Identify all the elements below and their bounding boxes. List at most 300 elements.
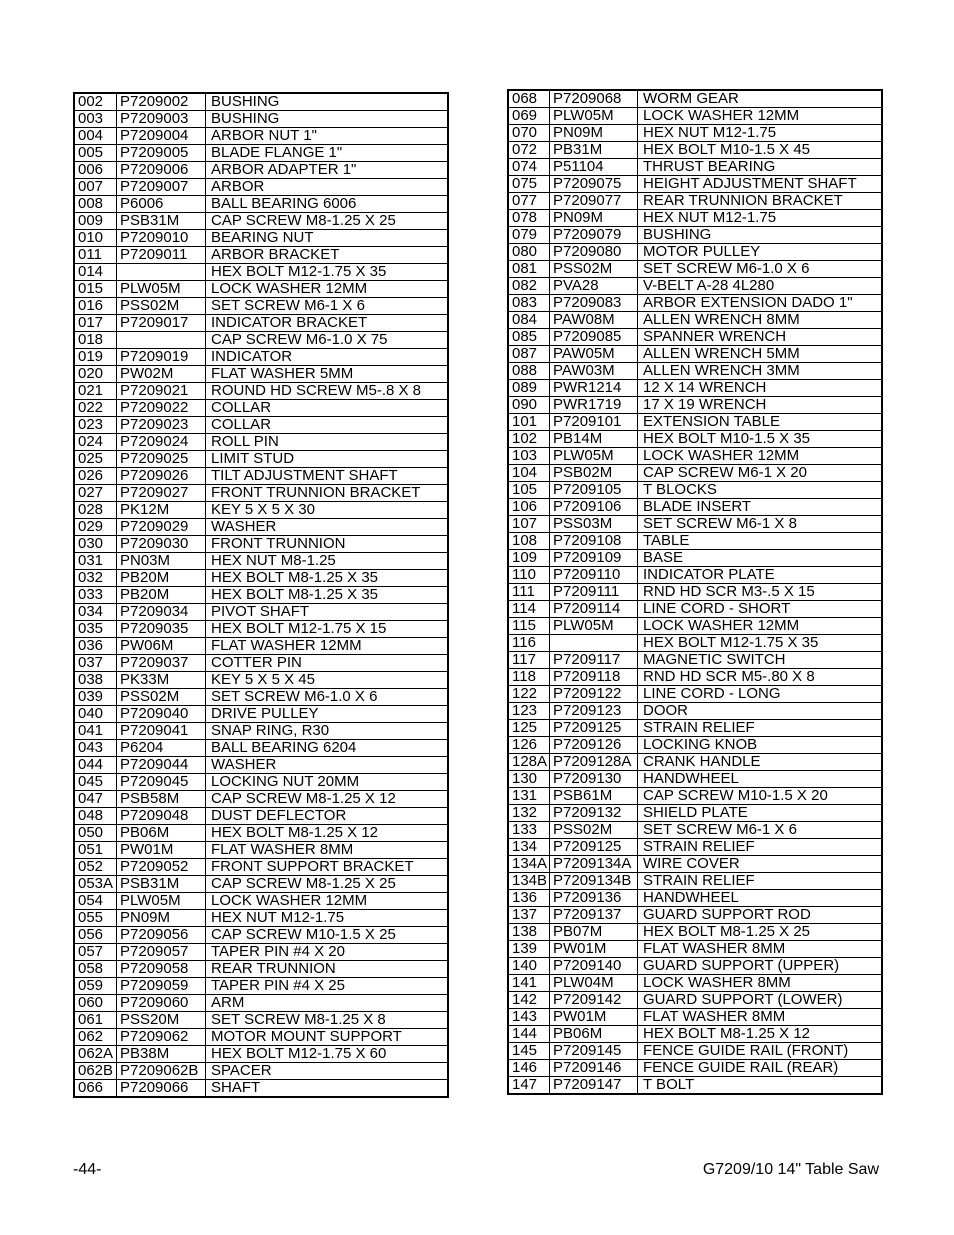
ref-number-cell: 140 — [508, 958, 550, 975]
ref-number-cell: 116 — [508, 635, 550, 652]
part-number-cell: P7209068 — [550, 90, 638, 108]
ref-number-cell: 125 — [508, 720, 550, 737]
description-cell: BUSHING — [638, 227, 883, 244]
ref-number-cell: 144 — [508, 1026, 550, 1043]
table-row — [74, 264, 448, 281]
description-cell: BUSHING — [206, 111, 449, 128]
table-row — [508, 159, 882, 176]
table-row — [74, 485, 448, 502]
description-cell: LOCK WASHER 8MM — [638, 975, 883, 992]
part-number-cell: P7209085 — [550, 329, 638, 346]
table-row — [508, 142, 882, 159]
table-row — [74, 128, 448, 145]
table-row — [508, 380, 882, 397]
table-row — [508, 584, 882, 601]
ref-number-cell: 031 — [74, 553, 117, 570]
description-cell: MAGNETIC SWITCH — [638, 652, 883, 669]
part-number-cell: P7209132 — [550, 805, 638, 822]
ref-number-cell: 077 — [508, 193, 550, 210]
description-cell: FENCE GUIDE RAIL (REAR) — [638, 1060, 883, 1077]
table-row — [508, 312, 882, 329]
part-number-cell: P7209025 — [117, 451, 206, 468]
table-row — [508, 601, 882, 618]
ref-number-cell: 055 — [74, 910, 117, 927]
ref-number-cell: 056 — [74, 927, 117, 944]
ref-number-cell: 142 — [508, 992, 550, 1009]
part-number-cell: PB38M — [117, 1046, 206, 1063]
ref-number-cell: 007 — [74, 179, 117, 196]
ref-number-cell: 029 — [74, 519, 117, 536]
ref-number-cell: 044 — [74, 757, 117, 774]
table-row — [508, 1009, 882, 1026]
part-number-cell: PW02M — [117, 366, 206, 383]
table-row — [508, 958, 882, 975]
ref-number-cell: 017 — [74, 315, 117, 332]
table-row — [508, 992, 882, 1009]
ref-number-cell: 087 — [508, 346, 550, 363]
table-row — [508, 431, 882, 448]
description-cell: TABLE — [638, 533, 883, 550]
ref-number-cell: 009 — [74, 213, 117, 230]
description-cell: ARM — [206, 995, 449, 1012]
part-number-cell: P7209122 — [550, 686, 638, 703]
table-row — [508, 533, 882, 550]
ref-number-cell: 010 — [74, 230, 117, 247]
part-number-cell: PB20M — [117, 570, 206, 587]
description-cell: TILT ADJUSTMENT SHAFT — [206, 468, 449, 485]
part-number-cell: P7209024 — [117, 434, 206, 451]
ref-number-cell: 060 — [74, 995, 117, 1012]
table-row — [508, 193, 882, 210]
parts-list-left — [73, 92, 449, 1098]
table-row — [74, 927, 448, 944]
ref-number-cell: 069 — [508, 108, 550, 125]
part-number-cell: PN09M — [550, 125, 638, 142]
ref-number-cell: 108 — [508, 533, 550, 550]
description-cell: SET SCREW M6-1.0 X 6 — [638, 261, 883, 278]
part-number-cell: PW01M — [550, 1009, 638, 1026]
ref-number-cell: 037 — [74, 655, 117, 672]
table-row — [74, 791, 448, 808]
part-number-cell: P7209083 — [550, 295, 638, 312]
description-cell: WORM GEAR — [638, 90, 883, 108]
part-number-cell: PSB31M — [117, 876, 206, 893]
ref-number-cell: 050 — [74, 825, 117, 842]
ref-number-cell: 145 — [508, 1043, 550, 1060]
description-cell: LOCK WASHER 12MM — [638, 108, 883, 125]
ref-number-cell: 139 — [508, 941, 550, 958]
part-number-cell: PAW08M — [550, 312, 638, 329]
description-cell: LOCK WASHER 12MM — [206, 893, 449, 910]
ref-number-cell: 080 — [508, 244, 550, 261]
description-cell: STRAIN RELIEF — [638, 839, 883, 856]
ref-number-cell: 133 — [508, 822, 550, 839]
description-cell: DOOR — [638, 703, 883, 720]
description-cell: SHAFT — [206, 1080, 449, 1098]
part-number-cell: PB07M — [550, 924, 638, 941]
ref-number-cell: 043 — [74, 740, 117, 757]
description-cell: BLADE INSERT — [638, 499, 883, 516]
table-row — [508, 278, 882, 295]
part-number-cell: PLW04M — [550, 975, 638, 992]
part-number-cell: P7209123 — [550, 703, 638, 720]
description-cell: FLAT WASHER 8MM — [638, 941, 883, 958]
description-cell: FLAT WASHER 8MM — [638, 1009, 883, 1026]
table-row — [74, 417, 448, 434]
table-row — [508, 669, 882, 686]
part-number-cell: PVA28 — [550, 278, 638, 295]
table-row — [74, 672, 448, 689]
description-cell: HEX BOLT M12-1.75 X 15 — [206, 621, 449, 638]
ref-number-cell: 020 — [74, 366, 117, 383]
part-number-cell — [117, 332, 206, 349]
part-number-cell: P7209037 — [117, 655, 206, 672]
parts-list-left-body — [74, 93, 448, 1097]
ref-number-cell: 085 — [508, 329, 550, 346]
part-number-cell: PSS03M — [550, 516, 638, 533]
table-row — [74, 468, 448, 485]
ref-number-cell: 016 — [74, 298, 117, 315]
part-number-cell: PWR1214 — [550, 380, 638, 397]
ref-number-cell: 081 — [508, 261, 550, 278]
part-number-cell: PSS02M — [117, 298, 206, 315]
description-cell: V-BELT A-28 4L280 — [638, 278, 883, 295]
description-cell: ARBOR EXTENSION DADO 1" — [638, 295, 883, 312]
ref-number-cell: 114 — [508, 601, 550, 618]
table-row — [508, 873, 882, 890]
ref-number-cell: 132 — [508, 805, 550, 822]
part-number-cell: P7209026 — [117, 468, 206, 485]
part-number-cell: PN09M — [117, 910, 206, 927]
ref-number-cell: 118 — [508, 669, 550, 686]
ref-number-cell: 090 — [508, 397, 550, 414]
ref-number-cell: 107 — [508, 516, 550, 533]
description-cell: CAP SCREW M8-1.25 X 12 — [206, 791, 449, 808]
part-number-cell: P7209066 — [117, 1080, 206, 1098]
description-cell: CAP SCREW M8-1.25 X 25 — [206, 213, 449, 230]
ref-number-cell: 134 — [508, 839, 550, 856]
table-row — [508, 295, 882, 312]
part-number-cell: P7209010 — [117, 230, 206, 247]
part-number-cell: P51104 — [550, 159, 638, 176]
table-row — [74, 1012, 448, 1029]
part-number-cell: PLW05M — [117, 893, 206, 910]
table-row — [74, 451, 448, 468]
ref-number-cell: 019 — [74, 349, 117, 366]
description-cell: LOCK WASHER 12MM — [638, 448, 883, 465]
table-row — [74, 502, 448, 519]
table-row — [74, 706, 448, 723]
part-number-cell: PSS02M — [550, 822, 638, 839]
table-row — [508, 737, 882, 754]
ref-number-cell: 036 — [74, 638, 117, 655]
table-row — [74, 179, 448, 196]
description-cell: CAP SCREW M10-1.5 X 20 — [638, 788, 883, 805]
table-row — [508, 499, 882, 516]
table-row — [508, 856, 882, 873]
description-cell: ROLL PIN — [206, 434, 449, 451]
part-number-cell: P7209062 — [117, 1029, 206, 1046]
ref-number-cell: 134B — [508, 873, 550, 890]
ref-number-cell: 141 — [508, 975, 550, 992]
table-row — [508, 1026, 882, 1043]
table-row — [74, 910, 448, 927]
description-cell: DRIVE PULLEY — [206, 706, 449, 723]
ref-number-cell: 062 — [74, 1029, 117, 1046]
part-number-cell: PLW05M — [550, 108, 638, 125]
ref-number-cell: 131 — [508, 788, 550, 805]
description-cell: LOCK WASHER 12MM — [206, 281, 449, 298]
ref-number-cell: 006 — [74, 162, 117, 179]
part-number-cell: P7209023 — [117, 417, 206, 434]
part-number-cell: P7209035 — [117, 621, 206, 638]
table-row — [508, 108, 882, 125]
description-cell: 17 X 19 WRENCH — [638, 397, 883, 414]
ref-number-cell: 110 — [508, 567, 550, 584]
description-cell: BALL BEARING 6204 — [206, 740, 449, 757]
table-row — [508, 839, 882, 856]
ref-number-cell: 005 — [74, 145, 117, 162]
table-row — [508, 448, 882, 465]
description-cell: BASE — [638, 550, 883, 567]
part-number-cell: P7209118 — [550, 669, 638, 686]
description-cell: LINE CORD - SHORT — [638, 601, 883, 618]
part-number-cell: PLW05M — [117, 281, 206, 298]
ref-number-cell: 035 — [74, 621, 117, 638]
description-cell: FLAT WASHER 5MM — [206, 366, 449, 383]
part-number-cell: P7209019 — [117, 349, 206, 366]
ref-number-cell: 074 — [508, 159, 550, 176]
description-cell: HEX BOLT M10-1.5 X 45 — [638, 142, 883, 159]
part-number-cell: P7209106 — [550, 499, 638, 516]
part-number-cell: P7209101 — [550, 414, 638, 431]
parts-list-right-body — [508, 90, 882, 1094]
ref-number-cell: 147 — [508, 1077, 550, 1095]
description-cell: PIVOT SHAFT — [206, 604, 449, 621]
table-row — [508, 414, 882, 431]
ref-number-cell: 066 — [74, 1080, 117, 1098]
table-row — [74, 1046, 448, 1063]
ref-number-cell: 137 — [508, 907, 550, 924]
description-cell: SET SCREW M6-1 X 6 — [206, 298, 449, 315]
part-number-cell: PB31M — [550, 142, 638, 159]
part-number-cell: P7209022 — [117, 400, 206, 417]
part-number-cell: PSB58M — [117, 791, 206, 808]
table-row — [74, 893, 448, 910]
table-row — [74, 995, 448, 1012]
description-cell: INDICATOR PLATE — [638, 567, 883, 584]
part-number-cell: P7209007 — [117, 179, 206, 196]
part-number-cell: P7209006 — [117, 162, 206, 179]
ref-number-cell: 011 — [74, 247, 117, 264]
description-cell: FRONT SUPPORT BRACKET — [206, 859, 449, 876]
table-row — [508, 907, 882, 924]
table-row — [508, 924, 882, 941]
table-row — [74, 111, 448, 128]
manual-title: G7209/10 14" Table Saw — [702, 1161, 879, 1178]
ref-number-cell: 045 — [74, 774, 117, 791]
description-cell: INDICATOR — [206, 349, 449, 366]
ref-number-cell: 004 — [74, 128, 117, 145]
table-row — [508, 805, 882, 822]
table-row — [74, 689, 448, 706]
description-cell: STRAIN RELIEF — [638, 873, 883, 890]
table-row — [508, 465, 882, 482]
description-cell: ALLEN WRENCH 3MM — [638, 363, 883, 380]
description-cell: FENCE GUIDE RAIL (FRONT) — [638, 1043, 883, 1060]
description-cell: SPACER — [206, 1063, 449, 1080]
table-row — [74, 638, 448, 655]
part-number-cell: PB06M — [117, 825, 206, 842]
parts-list-right — [507, 89, 883, 1095]
part-number-cell — [117, 264, 206, 281]
description-cell: BUSHING — [206, 93, 449, 111]
description-cell: LIMIT STUD — [206, 451, 449, 468]
table-row — [74, 332, 448, 349]
table-row — [74, 842, 448, 859]
ref-number-cell: 138 — [508, 924, 550, 941]
part-number-cell: P7209021 — [117, 383, 206, 400]
ref-number-cell: 075 — [508, 176, 550, 193]
description-cell: CAP SCREW M6-1 X 20 — [638, 465, 883, 482]
ref-number-cell: 088 — [508, 363, 550, 380]
description-cell: FLAT WASHER 8MM — [206, 842, 449, 859]
description-cell: KEY 5 X 5 X 45 — [206, 672, 449, 689]
description-cell: CAP SCREW M6-1.0 X 75 — [206, 332, 449, 349]
part-number-cell: PW06M — [117, 638, 206, 655]
description-cell: LOCKING NUT 20MM — [206, 774, 449, 791]
part-number-cell: P7209034 — [117, 604, 206, 621]
description-cell: KEY 5 X 5 X 30 — [206, 502, 449, 519]
part-number-cell: P7209030 — [117, 536, 206, 553]
part-number-cell: P7209136 — [550, 890, 638, 907]
part-number-cell: P7209075 — [550, 176, 638, 193]
description-cell: HEX BOLT M12-1.75 X 35 — [206, 264, 449, 281]
table-row — [74, 961, 448, 978]
ref-number-cell: 078 — [508, 210, 550, 227]
description-cell: RND HD SCR M5-.80 X 8 — [638, 669, 883, 686]
ref-number-cell: 026 — [74, 468, 117, 485]
table-row — [508, 703, 882, 720]
table-row — [74, 808, 448, 825]
part-number-cell: PSB31M — [117, 213, 206, 230]
part-number-cell: PK33M — [117, 672, 206, 689]
ref-number-cell: 003 — [74, 111, 117, 128]
description-cell: SET SCREW M6-1.0 X 6 — [206, 689, 449, 706]
description-cell: SHIELD PLATE — [638, 805, 883, 822]
table-row — [74, 1029, 448, 1046]
part-number-cell: PW01M — [550, 941, 638, 958]
ref-number-cell: 103 — [508, 448, 550, 465]
ref-number-cell: 062A — [74, 1046, 117, 1063]
part-number-cell: P7209058 — [117, 961, 206, 978]
part-number-cell: PN09M — [550, 210, 638, 227]
part-number-cell: P7209062B — [117, 1063, 206, 1080]
part-number-cell: P7209002 — [117, 93, 206, 111]
description-cell: COTTER PIN — [206, 655, 449, 672]
part-number-cell: P7209048 — [117, 808, 206, 825]
ref-number-cell: 034 — [74, 604, 117, 621]
description-cell: COLLAR — [206, 417, 449, 434]
part-number-cell: P7209130 — [550, 771, 638, 788]
description-cell: HEX NUT M8-1.25 — [206, 553, 449, 570]
table-row — [74, 519, 448, 536]
table-row — [508, 567, 882, 584]
table-row — [508, 482, 882, 499]
part-number-cell: P7209011 — [117, 247, 206, 264]
part-number-cell: PK12M — [117, 502, 206, 519]
part-number-cell: PB06M — [550, 1026, 638, 1043]
part-number-cell: PB20M — [117, 587, 206, 604]
table-row — [508, 822, 882, 839]
page-number: -44- — [73, 1161, 102, 1178]
description-cell: RND HD SCR M3-.5 X 15 — [638, 584, 883, 601]
description-cell: HANDWHEEL — [638, 890, 883, 907]
description-cell: HEX BOLT M12-1.75 X 35 — [638, 635, 883, 652]
description-cell: CRANK HANDLE — [638, 754, 883, 771]
ref-number-cell: 062B — [74, 1063, 117, 1080]
ref-number-cell: 039 — [74, 689, 117, 706]
ref-number-cell: 054 — [74, 893, 117, 910]
table-row — [508, 618, 882, 635]
ref-number-cell: 136 — [508, 890, 550, 907]
ref-number-cell: 059 — [74, 978, 117, 995]
ref-number-cell: 018 — [74, 332, 117, 349]
table-row — [74, 213, 448, 230]
table-row — [74, 162, 448, 179]
part-number-cell: P7209142 — [550, 992, 638, 1009]
ref-number-cell: 083 — [508, 295, 550, 312]
part-number-cell: P7209111 — [550, 584, 638, 601]
part-number-cell: P7209045 — [117, 774, 206, 791]
table-row — [74, 281, 448, 298]
description-cell: BALL BEARING 6006 — [206, 196, 449, 213]
table-row — [74, 400, 448, 417]
description-cell: REAR TRUNNION — [206, 961, 449, 978]
description-cell: SPANNER WRENCH — [638, 329, 883, 346]
description-cell: WASHER — [206, 757, 449, 774]
table-row — [508, 329, 882, 346]
ref-number-cell: 122 — [508, 686, 550, 703]
table-row — [508, 890, 882, 907]
description-cell: HEIGHT ADJUSTMENT SHAFT — [638, 176, 883, 193]
part-number-cell: PSS02M — [117, 689, 206, 706]
table-row — [508, 244, 882, 261]
part-number-cell: P7209126 — [550, 737, 638, 754]
description-cell: COLLAR — [206, 400, 449, 417]
table-row — [74, 298, 448, 315]
description-cell: LOCK WASHER 12MM — [638, 618, 883, 635]
table-row — [74, 315, 448, 332]
description-cell: LINE CORD - LONG — [638, 686, 883, 703]
ref-number-cell: 014 — [74, 264, 117, 281]
ref-number-cell: 143 — [508, 1009, 550, 1026]
ref-number-cell: 068 — [508, 90, 550, 108]
table-row — [74, 247, 448, 264]
description-cell: TAPER PIN #4 X 20 — [206, 944, 449, 961]
table-row — [74, 978, 448, 995]
ref-number-cell: 070 — [508, 125, 550, 142]
description-cell: BLADE FLANGE 1" — [206, 145, 449, 162]
part-number-cell: P7209108 — [550, 533, 638, 550]
description-cell: HANDWHEEL — [638, 771, 883, 788]
description-cell: FRONT TRUNNION BRACKET — [206, 485, 449, 502]
ref-number-cell: 061 — [74, 1012, 117, 1029]
description-cell: GUARD SUPPORT (LOWER) — [638, 992, 883, 1009]
ref-number-cell: 052 — [74, 859, 117, 876]
description-cell: FRONT TRUNNION — [206, 536, 449, 553]
description-cell: HEX BOLT M8-1.25 X 35 — [206, 570, 449, 587]
